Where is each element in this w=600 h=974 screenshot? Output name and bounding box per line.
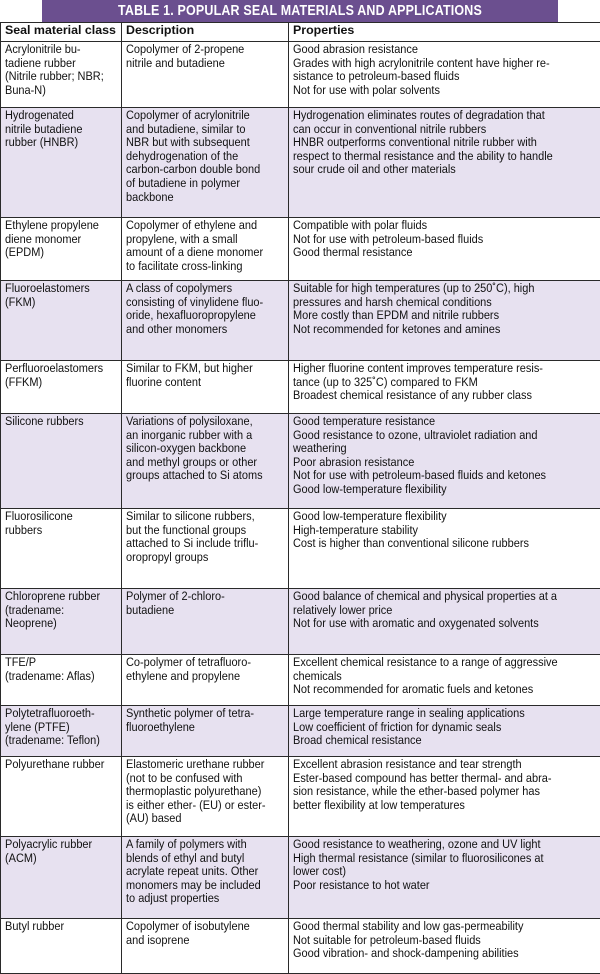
description-line: Variations of polysiloxane, — [126, 415, 285, 429]
table-row — [1, 919, 600, 974]
cell-material — [1, 837, 122, 919]
cell-material — [1, 414, 122, 509]
description-line: an inorganic rubber with a — [126, 429, 285, 443]
description-line: thermoplastic polyurethane) — [126, 785, 285, 799]
description-line: consisting of vinylidene fluo- — [126, 296, 285, 310]
properties-line: Large temperature range in sealing applications — [293, 707, 597, 721]
cell-properties — [289, 757, 600, 837]
description-line: and butadiene, similar to — [126, 123, 285, 137]
properties-line: Good resistance to weathering, ozone and UV light — [293, 838, 597, 852]
description-line: to adjust properties — [126, 892, 285, 906]
cell-properties — [289, 108, 600, 218]
properties-line: Not recommended for aromatic fuels and ketones — [293, 683, 597, 697]
table-row — [1, 218, 600, 281]
properties-line: Not for use with polar solvents — [293, 84, 597, 98]
properties-line: Good low-temperature flexibility — [293, 510, 597, 524]
cell-description — [122, 655, 289, 706]
table-row — [1, 414, 600, 509]
material-line: diene monomer — [5, 233, 118, 247]
properties-line: Good abrasion resistance — [293, 43, 597, 57]
header-description: Description — [122, 23, 289, 42]
cell-description — [122, 919, 289, 974]
properties-line: Not for use with petroleum-based fluids and ketones — [293, 469, 597, 483]
properties-line: respect to thermal resistance and the ability to handle — [293, 150, 597, 164]
material-line: Fluorosilicone — [5, 510, 118, 524]
cell-description — [122, 509, 289, 589]
cell-material — [1, 218, 122, 281]
description-line: (AU) based — [126, 812, 285, 826]
cell-description — [122, 218, 289, 281]
material-line: rubber (HNBR) — [5, 136, 118, 150]
cell-material — [1, 919, 122, 974]
table-row — [1, 757, 600, 837]
cell-description — [122, 281, 289, 361]
description-line: Synthetic polymer of tetra- — [126, 707, 285, 721]
cell-properties — [289, 589, 600, 655]
table-row — [1, 281, 600, 361]
properties-line: tance (up to 325˚C) compared to FKM — [293, 376, 597, 390]
cell-properties — [289, 414, 600, 509]
table-row — [1, 837, 600, 919]
description-line: of butadiene in polymer — [126, 177, 285, 191]
properties-line: sion resistance, while the ether-based polymer has — [293, 785, 597, 799]
material-line: nitrile butadiene — [5, 123, 118, 137]
description-line: NBR but with subsequent — [126, 136, 285, 150]
material-line: Polyurethane rubber — [5, 758, 118, 772]
description-line: groups attached to Si atoms — [126, 469, 285, 483]
material-line: Hydrogenated — [5, 109, 118, 123]
properties-line: Good thermal resistance — [293, 246, 597, 260]
material-line: (Nitrile rubber; NBR; — [5, 70, 118, 84]
description-line: Copolymer of isobutylene — [126, 920, 285, 934]
properties-line: Good low-temperature flexibility — [293, 483, 597, 497]
material-line: Polyacrylic rubber — [5, 838, 118, 852]
cell-description — [122, 837, 289, 919]
cell-properties — [289, 361, 600, 414]
properties-line: Poor abrasion resistance — [293, 456, 597, 470]
material-line: (tradename: Teflon) — [5, 734, 118, 748]
properties-line: Excellent chemical resistance to a range of aggressive — [293, 656, 597, 670]
table-row — [1, 655, 600, 706]
description-line: and methyl groups or other — [126, 456, 285, 470]
properties-line: Good vibration- and shock-dampening abilities — [293, 947, 597, 961]
material-line: Butyl rubber — [5, 920, 118, 934]
material-line: Chloroprene rubber — [5, 590, 118, 604]
material-line: Buna-N) — [5, 84, 118, 98]
properties-line: Hydrogenation eliminates routes of degradation that — [293, 109, 597, 123]
material-line: (ACM) — [5, 852, 118, 866]
description-line: (not to be confused with — [126, 772, 285, 786]
properties-line: weathering — [293, 442, 597, 456]
description-line: oride, hexafluoropropylene — [126, 309, 285, 323]
description-line: nitrile and butadiene — [126, 57, 285, 71]
material-line: (tradename: — [5, 604, 118, 618]
seal-materials-table — [0, 22, 600, 974]
description-line: carbon-carbon double bond — [126, 163, 285, 177]
properties-line: More costly than EPDM and nitrile rubbers — [293, 309, 597, 323]
properties-line: chemicals — [293, 670, 597, 684]
properties-line: sistance to petroleum-based fluids — [293, 70, 597, 84]
table-row — [1, 108, 600, 218]
cell-material — [1, 655, 122, 706]
cell-properties — [289, 218, 600, 281]
description-line: acrylate repeat units. Other — [126, 865, 285, 879]
material-line: Acrylonitrile bu- — [5, 43, 118, 57]
material-line: Fluoroelastomers — [5, 282, 118, 296]
cell-material — [1, 108, 122, 218]
material-line: (FFKM) — [5, 376, 118, 390]
material-line: Silicone rubbers — [5, 415, 118, 429]
description-line: Copolymer of 2-propene — [126, 43, 285, 57]
cell-description — [122, 589, 289, 655]
description-line: silicon-oxygen backbone — [126, 442, 285, 456]
cell-material — [1, 509, 122, 589]
material-line: Perfluoroelastomers — [5, 362, 118, 376]
cell-material — [1, 757, 122, 837]
description-line: is either ether- (EU) or ester- — [126, 799, 285, 813]
description-line: dehydrogenation of the — [126, 150, 285, 164]
cell-description — [122, 108, 289, 218]
material-line: (EPDM) — [5, 246, 118, 260]
properties-line: Grades with high acrylonitrile content have higher re- — [293, 57, 597, 71]
properties-line: Poor resistance to hot water — [293, 879, 597, 893]
cell-description — [122, 414, 289, 509]
table-row — [1, 42, 600, 108]
description-line: monomers may be included — [126, 879, 285, 893]
properties-line: Good balance of chemical and physical properties at a — [293, 590, 597, 604]
description-line: butadiene — [126, 604, 285, 618]
properties-line: High-temperature stability — [293, 524, 597, 538]
cell-material — [1, 281, 122, 361]
description-line: Copolymer of acrylonitrile — [126, 109, 285, 123]
header-material: Seal material class — [1, 23, 122, 42]
properties-line: Ester-based compound has better thermal- and abra- — [293, 772, 597, 786]
properties-line: Excellent abrasion resistance and tear strength — [293, 758, 597, 772]
material-line: rubbers — [5, 524, 118, 538]
cell-properties — [289, 655, 600, 706]
cell-properties — [289, 42, 600, 108]
cell-material — [1, 589, 122, 655]
properties-line: pressures and harsh chemical conditions — [293, 296, 597, 310]
properties-line: sour crude oil and other materials — [293, 163, 597, 177]
properties-line: relatively lower price — [293, 604, 597, 618]
properties-line: High thermal resistance (similar to fluorosilicones at — [293, 852, 597, 866]
description-line: Copolymer of ethylene and — [126, 219, 285, 233]
material-line: (tradename: Aflas) — [5, 670, 118, 684]
description-line: fluoroethylene — [126, 721, 285, 735]
material-line: tadiene rubber — [5, 57, 118, 71]
properties-line: Not recommended for ketones and amines — [293, 323, 597, 337]
properties-line: Low coefficient of friction for dynamic seals — [293, 721, 597, 735]
cell-properties — [289, 509, 600, 589]
properties-line: Compatible with polar fluids — [293, 219, 597, 233]
cell-material — [1, 361, 122, 414]
description-line: to facilitate cross-linking — [126, 260, 285, 274]
properties-line: Cost is higher than conventional silicone rubbers — [293, 537, 597, 551]
properties-line: Not for use with aromatic and oxygenated solvents — [293, 617, 597, 631]
properties-line: Broadest chemical resistance of any rubber class — [293, 389, 597, 403]
description-line: oropropyl groups — [126, 551, 285, 565]
properties-line: Good resistance to ozone, ultraviolet radiation and — [293, 429, 597, 443]
description-line: propylene, with a small — [126, 233, 285, 247]
table-row — [1, 509, 600, 589]
properties-line: Suitable for high temperatures (up to 250˚C), high — [293, 282, 597, 296]
description-line: ethylene and propylene — [126, 670, 285, 684]
cell-properties — [289, 837, 600, 919]
cell-description — [122, 706, 289, 757]
properties-line: better flexibility at low temperatures — [293, 799, 597, 813]
material-line: (FKM) — [5, 296, 118, 310]
material-line: Neoprene) — [5, 617, 118, 631]
material-line: Ethylene propylene — [5, 219, 118, 233]
description-line: Co-polymer of tetrafluoro- — [126, 656, 285, 670]
cell-material — [1, 706, 122, 757]
description-line: A class of copolymers — [126, 282, 285, 296]
description-line: but the functional groups — [126, 524, 285, 538]
cell-material — [1, 42, 122, 108]
description-line: Elastomeric urethane rubber — [126, 758, 285, 772]
material-line: Polytetrafluoroeth- — [5, 707, 118, 721]
table-row — [1, 706, 600, 757]
description-line: Similar to silicone rubbers, — [126, 510, 285, 524]
header-properties: Properties — [289, 23, 600, 42]
description-line: Polymer of 2-chloro- — [126, 590, 285, 604]
table-header-row — [1, 23, 600, 42]
cell-description — [122, 42, 289, 108]
cell-description — [122, 757, 289, 837]
properties-line: HNBR outperforms conventional nitrile rubber with — [293, 136, 597, 150]
cell-properties — [289, 919, 600, 974]
description-line: fluorine content — [126, 376, 285, 390]
description-line: blends of ethyl and butyl — [126, 852, 285, 866]
properties-line: Higher fluorine content improves temperature resis- — [293, 362, 597, 376]
properties-line: lower cost) — [293, 865, 597, 879]
description-line: attached to Si include triflu- — [126, 537, 285, 551]
cell-description — [122, 361, 289, 414]
properties-line: Broad chemical resistance — [293, 734, 597, 748]
properties-line: Not suitable for petroleum-based fluids — [293, 934, 597, 948]
description-line: Similar to FKM, but higher — [126, 362, 285, 376]
description-line: amount of a diene monomer — [126, 246, 285, 260]
cell-properties — [289, 706, 600, 757]
description-line: and isoprene — [126, 934, 285, 948]
material-line: TFE/P — [5, 656, 118, 670]
table-row — [1, 589, 600, 655]
table-row — [1, 361, 600, 414]
properties-line: can occur in conventional nitrile rubbers — [293, 123, 597, 137]
table-title: TABLE 1. POPULAR SEAL MATERIALS AND APPLICATIONS — [42, 0, 558, 22]
properties-line: Good temperature resistance — [293, 415, 597, 429]
description-line: A family of polymers with — [126, 838, 285, 852]
description-line: backbone — [126, 191, 285, 205]
material-line: ylene (PTFE) — [5, 721, 118, 735]
description-line: and other monomers — [126, 323, 285, 337]
properties-line: Not for use with petroleum-based fluids — [293, 233, 597, 247]
cell-properties — [289, 281, 600, 361]
properties-line: Good thermal stability and low gas-permeability — [293, 920, 597, 934]
